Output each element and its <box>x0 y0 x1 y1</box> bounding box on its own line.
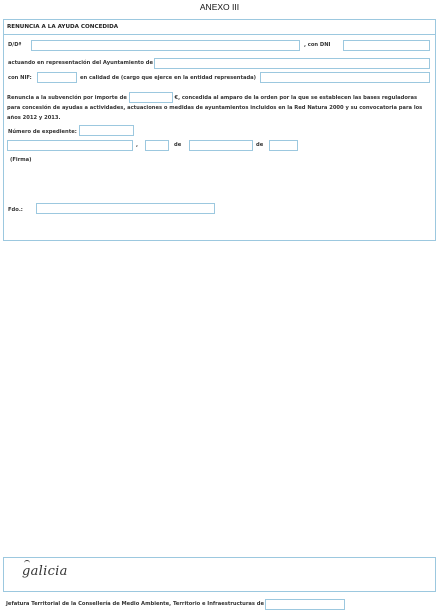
date-of-label-1: de <box>174 142 182 148</box>
section-heading: RENUNCIA A LA AYUDA CONCEDIDA <box>7 24 119 30</box>
expedient-field[interactable] <box>79 125 134 136</box>
amount-field[interactable] <box>129 92 173 103</box>
day-field[interactable] <box>145 140 169 151</box>
dni-label: , con DNI <box>304 42 331 48</box>
galicia-logo-mark-icon <box>24 560 30 563</box>
renounce-label: Renuncia a la subvención por importe de <box>7 95 127 101</box>
signed-label: Fdo.: <box>8 207 23 213</box>
dni-field[interactable] <box>343 40 430 51</box>
section-divider <box>3 34 436 35</box>
signature-label: (Firma) <box>10 157 32 163</box>
renounce-paragraph <box>7 92 431 123</box>
place-field[interactable] <box>7 140 133 151</box>
position-label: en calidad de (cargo que ejerce en la entidad representada) <box>80 75 257 81</box>
logo-frame <box>3 557 436 592</box>
date-comma: , <box>136 142 138 148</box>
date-of-label-2: de <box>256 142 264 148</box>
territorial-office-field[interactable] <box>265 599 345 610</box>
representation-label: actuando en representación del Ayuntamiento de <box>8 60 153 66</box>
signed-name-field[interactable] <box>36 203 215 214</box>
year-field[interactable] <box>269 140 298 151</box>
annex-title: ANEXO III <box>199 2 240 12</box>
nif-field[interactable] <box>37 72 77 83</box>
month-field[interactable] <box>189 140 253 151</box>
galicia-logo: galicia <box>22 564 68 579</box>
council-field[interactable] <box>154 58 430 69</box>
expedient-label: Número de expediente: <box>8 129 77 135</box>
position-field[interactable] <box>260 72 430 83</box>
name-label: D/Dª <box>8 42 22 48</box>
nif-label: con NIF: <box>8 75 32 81</box>
territorial-office-label: Jefatura Territorial de la Consellería de Medio Ambiente, Territorio e Infraestructuras de <box>6 601 264 607</box>
name-field[interactable] <box>31 40 300 51</box>
renounce-text: €, concedida al amparo de la orden por la que se establecen las bases reguladoras para concesión de ayudas a actividades, actuaciones o medidas de ayuntamientos incluidos en la Red Natura 2000 y su convocatoria para los años 2012 y 2013. <box>7 95 423 121</box>
